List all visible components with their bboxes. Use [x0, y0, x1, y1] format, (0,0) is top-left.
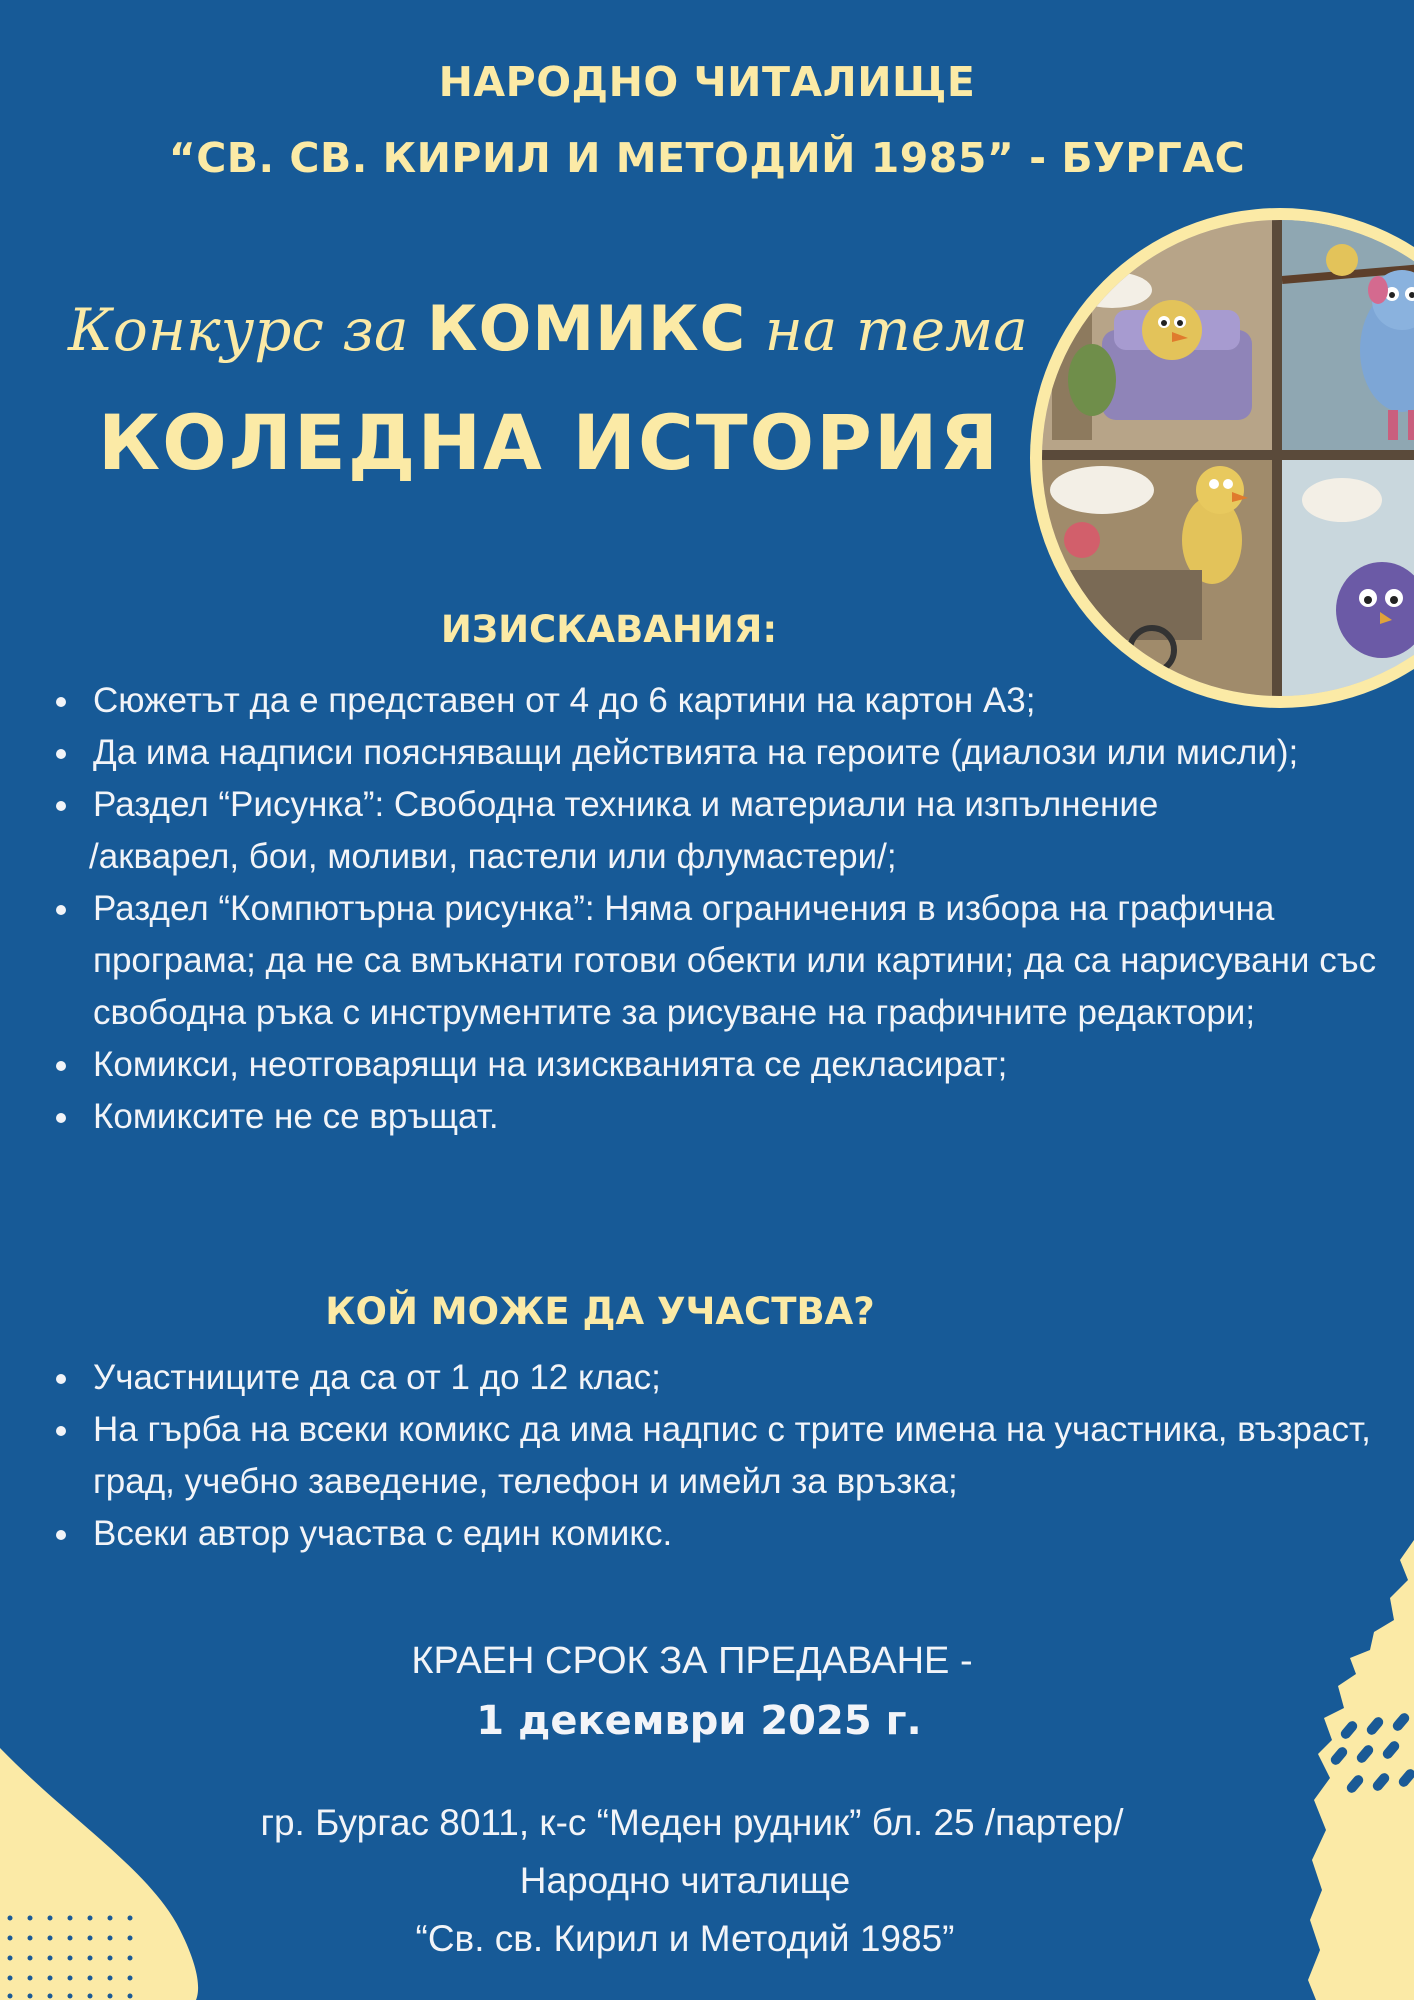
list-item: Комиксите не се връщат.	[54, 1091, 1384, 1143]
contest-highlight: КОМИКС	[427, 292, 747, 365]
requirements-heading: ИЗИСКАВАНИЯ:	[440, 608, 778, 651]
list-item: Да има надписи поясняващи действията на героите (диалози или мисли);	[54, 727, 1384, 779]
list-item	[54, 779, 1384, 883]
participants-heading: КОЙ МОЖЕ ДА УЧАСТВА?	[325, 1290, 875, 1333]
deadline-date: 1 декември 2025 г.	[476, 1698, 922, 1744]
list-item: Сюжетът да е представен от 4 до 6 картини на картон А3;	[54, 675, 1384, 727]
participants-list	[54, 1352, 1404, 1560]
list-item: На гърба на всеки комикс да има надпис с трите имена на участника, възраст, град, учебно заведение, телефон и имейл за връзка;	[54, 1404, 1404, 1508]
address-line1: гр. Бургас 8011, к-с “Меден рудник” бл. 25 /партер/	[260, 1802, 1124, 1843]
contest-suffix: на тема	[746, 296, 1028, 364]
organization-name-line2: “СВ. СВ. КИРИЛ И МЕТОДИЙ 1985” - БУРГАС	[168, 134, 1246, 182]
organization-name-line1: НАРОДНО ЧИТАЛИЩЕ	[438, 58, 976, 106]
deadline-label: КРАЕН СРОК ЗА ПРЕДАВАНЕ -	[411, 1640, 973, 1682]
address-line2: Народно читалище	[519, 1860, 851, 1901]
contest-topic: КОЛЕДНА ИСТОРИЯ	[98, 398, 1000, 487]
requirements-list	[54, 675, 1384, 1143]
list-item-text: Раздел “Рисунка”: Свободна техника и материали на изпълнение	[93, 785, 1159, 824]
list-item: Всеки автор участва с един комикс.	[54, 1508, 1404, 1560]
list-item-continuation: /акварел, бои, моливи, пастели или флумастери/;	[89, 837, 897, 876]
list-item: Раздел “Компютърна рисунка”: Няма ограничения в избора на графична програма; да не са вмъкнати готови обекти или картини; да са нарисувани със свободна ръка с инструментите за рисуване на графичните редактори;	[54, 883, 1384, 1039]
list-item: Участниците да са от 1 до 12 клас;	[54, 1352, 1404, 1404]
list-item: Комикси, неотговарящи на изискванията се декласират;	[54, 1039, 1384, 1091]
address-line3: “Св. св. Кирил и Методий 1985”	[415, 1918, 955, 1959]
contest-title	[68, 292, 1028, 365]
contest-prefix: Конкурс за	[68, 296, 427, 364]
